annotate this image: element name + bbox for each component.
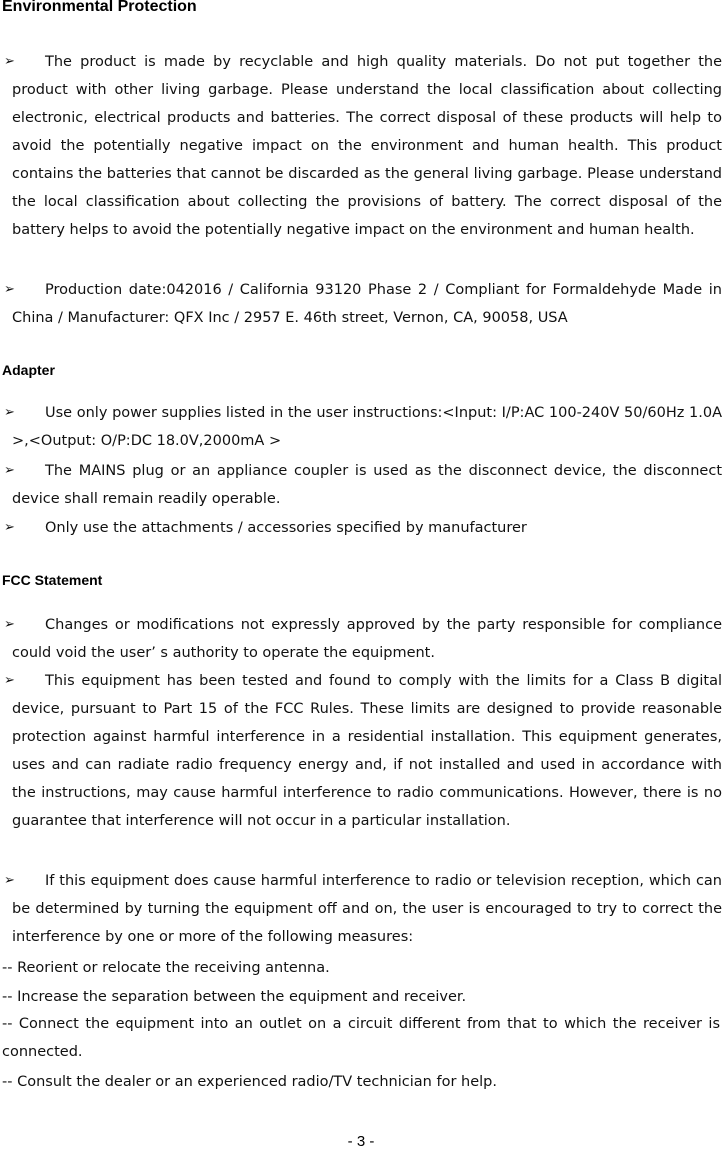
fcc-bullet-modifications bbox=[4, 611, 722, 667]
bullet-text: The MAINS plug or an appliance coupler is used as the disconnect device, the disconnect device shall remain readily operable. bbox=[12, 463, 722, 507]
bullet-text: Only use the attachments / accessories specified by manufacturer bbox=[45, 520, 527, 536]
bullet-text: This equipment has been tested and found to comply with the limits for a Class B digital device, pursuant to Part 15 of the FCC Rules. These limits are designed to provide reasonable protection against harmful interference in a residential installation. This equipment generates, uses and can radiate radio frequency energy and, if not installed and used in accordance with the instructions, may cause harmful interference to radio communications. However, there is no guarantee that interference will not occur in a particular installation. bbox=[12, 673, 722, 829]
arrow-bullet-icon: ➢ bbox=[4, 673, 15, 688]
fcc-measure-separation: -- Increase the separation between the equipment and receiver. bbox=[2, 989, 467, 1005]
fcc-bullet-class-b bbox=[4, 667, 722, 835]
bullet-text: The product is made by recyclable and high quality materials. Do not put together the product with other living garbage. Please understand the local classification about collecting electronic, electrical products and batteries. The correct disposal of these products will help to avoid the potentially negative impact on the environment and human health. This product contains the batteries that cannot be discarded as the general living garbage. Please understand the local classification about collecting the provisions of battery. The correct disposal of the battery helps to avoid the potentially negative impact on the environment and human health. bbox=[12, 54, 722, 238]
arrow-bullet-icon: ➢ bbox=[4, 520, 15, 535]
bullet-text: Use only power supplies listed in the user instructions:<Input: I/P:AC 100-240V 50/60Hz 1.0A >,<Output: O/P:DC 18.0V,2000mA > bbox=[12, 405, 722, 449]
arrow-bullet-icon: ➢ bbox=[4, 282, 15, 297]
adapter-bullet-mains-plug bbox=[4, 457, 722, 513]
arrow-bullet-icon: ➢ bbox=[4, 54, 15, 69]
arrow-bullet-icon: ➢ bbox=[4, 617, 15, 632]
fcc-bullet-interference bbox=[4, 867, 722, 951]
bullet-text: Changes or modifications not expressly approved by the party responsible for compliance could void the user’ s authority to operate the equipment. bbox=[12, 617, 722, 661]
environmental-bullet-recycling bbox=[4, 48, 722, 244]
fcc-measure-outlet: -- Connect the equipment into an outlet on a circuit different from that to which the receiver is connected. bbox=[2, 1016, 720, 1060]
bullet-text: If this equipment does cause harmful interference to radio or television reception, which can be determined by turning the equipment off and on, the user is encouraged to try to correct the interference by one or more of the following measures: bbox=[12, 873, 722, 945]
environmental-bullet-production bbox=[4, 276, 722, 332]
arrow-bullet-icon: ➢ bbox=[4, 873, 15, 888]
adapter-heading: Adapter bbox=[2, 362, 55, 378]
fcc-statement-heading: FCC Statement bbox=[2, 572, 103, 588]
bullet-text: Production date:042016 / California 93120 Phase 2 / Compliant for Formaldehyde Made in China / Manufacturer: QFX Inc / 2957 E. 46th street, Vernon, CA, 90058, USA bbox=[12, 282, 722, 326]
arrow-bullet-icon: ➢ bbox=[4, 463, 15, 478]
arrow-bullet-icon: ➢ bbox=[4, 405, 15, 420]
fcc-measure-consult: -- Consult the dealer or an experienced radio/TV technician for help. bbox=[2, 1074, 497, 1090]
environmental-protection-heading: Environmental Protection bbox=[2, 0, 197, 15]
page-number: - 3 - bbox=[347, 1133, 375, 1150]
adapter-bullet-attachments bbox=[4, 514, 722, 542]
adapter-bullet-power-supply bbox=[4, 399, 722, 455]
fcc-measure-reorient: -- Reorient or relocate the receiving antenna. bbox=[2, 960, 330, 976]
